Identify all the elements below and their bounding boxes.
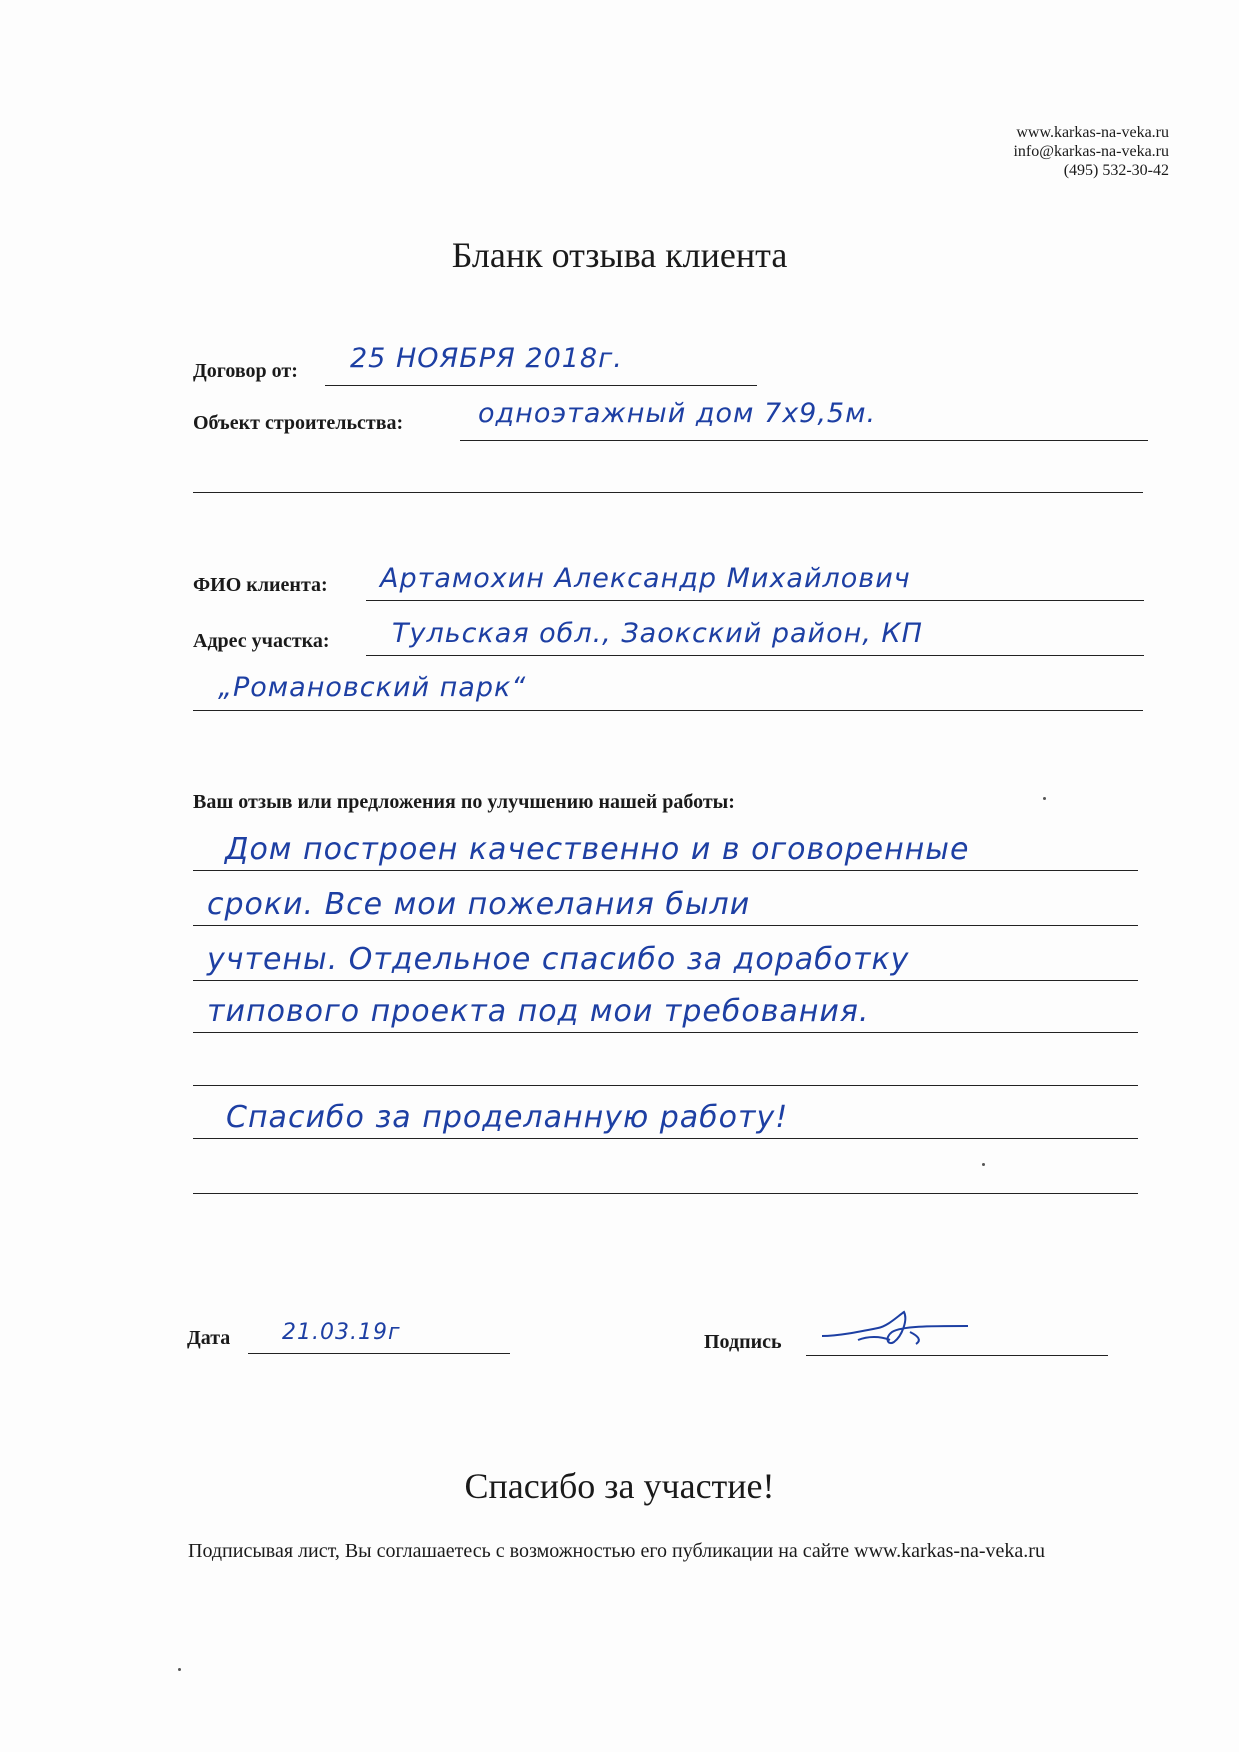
- feedback-line: [193, 1193, 1138, 1194]
- scan-speck: [1043, 797, 1046, 800]
- object-label: Объект строительства:: [193, 412, 404, 434]
- signature-line: [806, 1355, 1108, 1356]
- client-label: ФИО клиента:: [193, 574, 328, 596]
- client-line: [366, 600, 1144, 601]
- website-text: www.karkas-na-veka.ru: [1016, 124, 1169, 141]
- object-line-extra: [193, 492, 1143, 493]
- address-line-1: [366, 655, 1144, 656]
- feedback-line: [193, 870, 1138, 871]
- feedback-text: Спасибо за проделанную работу!: [226, 1100, 789, 1135]
- feedback-line: [193, 1085, 1138, 1086]
- email-text: info@karkas-na-veka.ru: [1013, 143, 1169, 160]
- address-label: Адрес участка:: [193, 630, 330, 652]
- client-value: Артамохин Александр Михайлович: [380, 563, 911, 594]
- thanks-text: Спасибо за участие!: [464, 1466, 775, 1506]
- contract-value: 25 НОЯБРЯ 2018г.: [350, 343, 623, 374]
- feedback-line: [193, 1138, 1138, 1139]
- object-line: [460, 440, 1148, 441]
- feedback-heading: Ваш отзыв или предложения по улучшению нашей работы:: [193, 791, 735, 813]
- address-value-1: Тульская обл., Заокский район, КП: [392, 618, 923, 649]
- feedback-line: [193, 925, 1138, 926]
- form-title: Бланк отзыва клиента: [451, 235, 788, 275]
- feedback-line: [193, 1032, 1138, 1033]
- signature-label: Подпись: [704, 1331, 782, 1353]
- feedback-text: сроки. Все мои пожелания были: [207, 887, 751, 922]
- contract-label: Договор от:: [193, 360, 298, 382]
- contract-line: [325, 385, 757, 386]
- date-line: [248, 1353, 510, 1354]
- feedback-text: типового проекта под мои требования.: [207, 994, 870, 1029]
- address-value-2: „Романовский парк“: [218, 672, 527, 703]
- feedback-text: учтены. Отдельное спасибо за доработку: [207, 942, 910, 977]
- scan-speck: [982, 1163, 985, 1166]
- scan-speck: [178, 1668, 181, 1671]
- feedback-line: [193, 980, 1138, 981]
- address-line-2: [193, 710, 1143, 711]
- phone-text: (495) 532-30-42: [1063, 162, 1169, 179]
- signature-image: [818, 1306, 978, 1350]
- date-label: Дата: [187, 1327, 231, 1349]
- company-contacts: [1013, 123, 1169, 180]
- date-value: 21.03.19г: [282, 1320, 401, 1345]
- feedback-text: Дом построен качественно и в оговоренные: [225, 832, 970, 867]
- object-value: одноэтажный дом 7х9,5м.: [478, 398, 877, 429]
- disclaimer-text: Подписывая лист, Вы соглашаетесь с возможностью его публикации на сайте www.karkas-na-veka.ru: [188, 1540, 1045, 1562]
